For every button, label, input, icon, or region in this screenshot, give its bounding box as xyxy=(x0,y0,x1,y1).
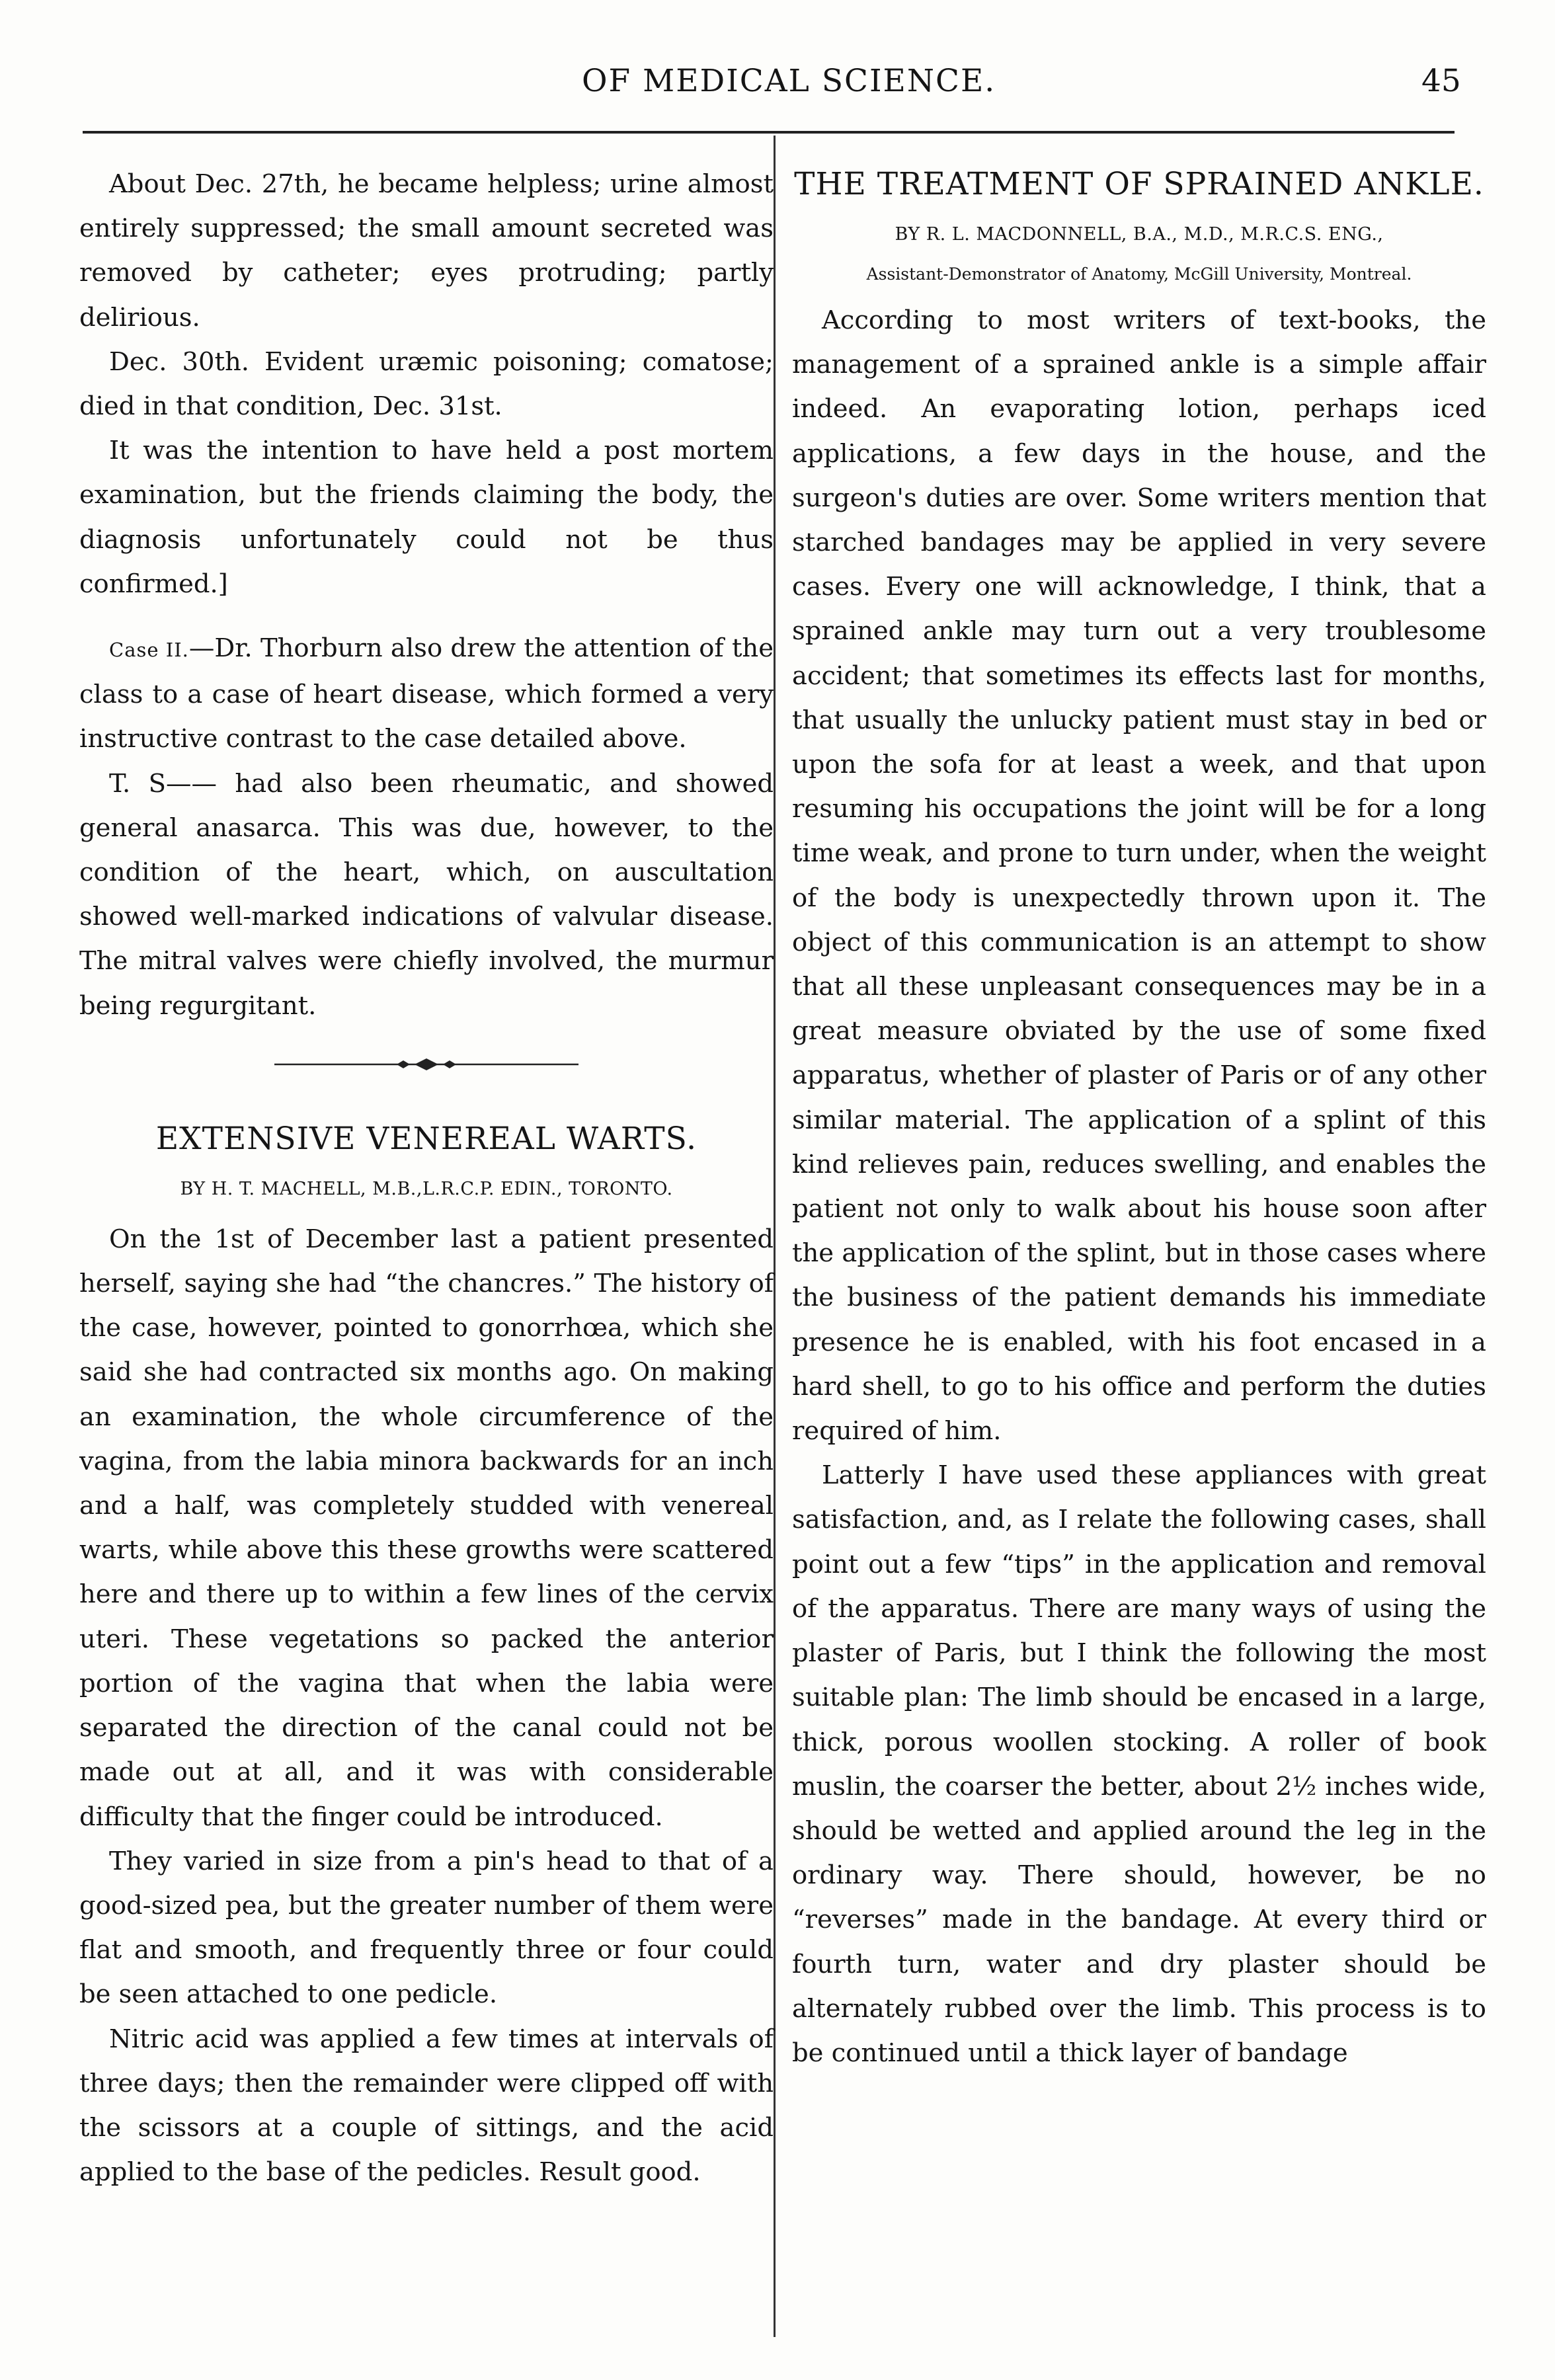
paragraph: On the 1st of December last a patient presented herself, saying she had “the chancres.” The history of the case, however, pointed to gonorrhœa, which she said she had contracted six months ago. On making an examination, the whole circumference of the vagina, from the labia minora backwards for an inch and a half, was completely studded with venereal warts, while above this these growths were scattered here and there up to within a few lines of the cervix uteri. These vegetations so packed the anterior portion of the vagina that when the labia were separated the direction of the canal could not be made out at all, and it was with considerable difficulty that the finger could be introduced. xyxy=(79,1224,774,1832)
paragraph: Nitric acid was applied a few times at intervals of three days; then the remainder were clipped off with the scissors at a couple of sittings, and the acid applied to the base of the pedicles. Result good. xyxy=(79,2024,774,2188)
page-number: 45 xyxy=(1421,63,1461,99)
section-ornament xyxy=(79,1054,774,1077)
case-label: Case II. xyxy=(109,639,189,662)
paragraph: Dec. 30th. Evident uræmic poisoning; comatose; died in that condition, Dec. 31st. xyxy=(79,346,774,422)
paragraph: According to most writers of text-books, the management of a sprained ankle is a simple affair indeed. An evaporating lotion, perhaps iced applications, a few days in the house, and the surgeon's duties are over. Some writers mention that starched bandages may be applied in very severe cases. Every one will acknowledge, I think, that a sprained ankle may turn out a very troublesome accident; that sometimes its effects last for months, that usually the unlucky patient must stay in bed or upon the sofa for at least a week, and that upon resuming his occupations the joint will be for a long time weak, and prone to turn under, when the weight of the body is unexpectedly thrown upon it. The object of this communication is an attempt to show that all these unpleasant consequences may be in a great measure obviated by the use of some fixed apparatus, whether of plaster of Paris or of any other similar material. The application of a splint of this kind relieves pain, reduces swelling, and enables the patient not only to walk about his house soon after the application of the splint, but in those cases where the business of the patient demands his immediate presence he is enabled, with his foot encased in a hard shell, to go to his office and perform the duties required of him. xyxy=(792,305,1486,1447)
byline: BY R. L. MACDONNELL, B.A., M.D., M.R.C.S. ENG., xyxy=(895,224,1384,245)
paragraph: T. S—— had also been rheumatic, and showed general anasarca. This was due, however, to the condition of the heart, which, on auscultation showed well-marked indications of valvular disease. The mitral valves were chiefly involved, the murmur being regurgitant. xyxy=(79,768,774,1021)
column-divider xyxy=(774,136,776,2337)
left-column xyxy=(79,162,774,2194)
paragraph: Latterly I have used these appliances with great satisfaction, and, as I relate the following cases, shall point out a few “tips” in the application and removal of the apparatus. There are many ways of using the plaster of Paris, but I think the following the most suitable plan: The limb should be encased in a large, thick, porous woollen stocking. A roller of book muslin, the coarser the better, about 2½ inches wide, should be wetted and applied around the leg in the ordinary way. There should, however, be no “reverses” made in the bandage. At every third or fourth turn, water and dry plaster should be alternately rubbed over the limb. This process is to be continued until a thick layer of bandage xyxy=(792,1460,1486,2068)
paragraph xyxy=(79,626,774,762)
running-title: OF MEDICAL SCIENCE. xyxy=(582,63,996,99)
article-title: THE TREATMENT OF SPRAINED ANKLE. xyxy=(794,166,1484,202)
header-rule xyxy=(83,131,1455,134)
running-head xyxy=(0,63,1555,102)
paragraph: About Dec. 27th, he became helpless; urine almost entirely suppressed; the small amount secreted was removed by catheter; eyes protruding; partly delirious. xyxy=(79,169,774,333)
ornament-rule-icon xyxy=(261,1054,592,1074)
affiliation: Assistant-Demonstrator of Anatomy, McGill University, Montreal. xyxy=(866,264,1412,284)
paragraph: They varied in size from a pin's head to that of a good-sized pea, but the greater number of them were flat and smooth, and frequently three or four could be seen attached to one pedicle. xyxy=(79,1846,774,2010)
article-title: EXTENSIVE VENEREAL WARTS. xyxy=(155,1120,698,1157)
spacer xyxy=(79,606,774,626)
paragraph-text: —Dr. Thorburn also drew the attention of the class to a case of heart disease, which formed a very instructive contrast to the case detailed above. xyxy=(79,633,774,754)
right-column xyxy=(792,162,1486,2075)
byline: BY H. T. MACHELL, M.B.,L.R.C.P. EDIN., TORONTO. xyxy=(180,1178,673,1199)
paragraph: It was the intention to have held a post mortem examination, but the friends claiming the body, the diagnosis unfortunately could not be thus confirmed.] xyxy=(79,436,774,599)
